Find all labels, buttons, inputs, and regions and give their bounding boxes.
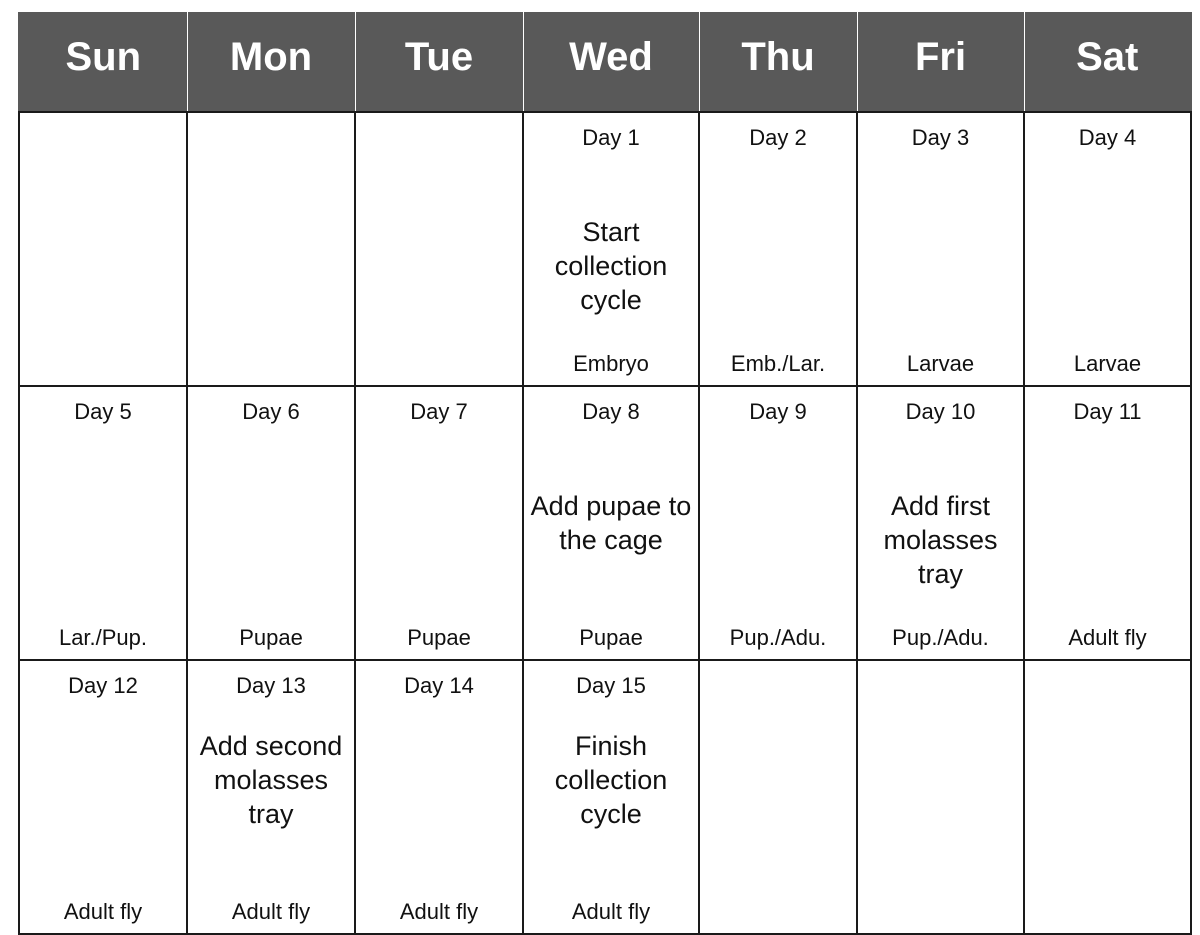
week-row-1: [19, 112, 1191, 386]
life-stage: Larvae: [1073, 351, 1142, 376]
day-cell: [857, 386, 1024, 660]
day-number: Day 3: [911, 125, 970, 150]
day-note: Add second molasses tray: [199, 731, 343, 829]
day-cell: [19, 386, 187, 660]
day-cell: [699, 660, 857, 934]
weekday-header-sat: Sat: [1024, 12, 1191, 112]
day-number: Day 9: [749, 399, 807, 424]
day-number: Day 5: [74, 399, 132, 424]
day-number: Day 2: [749, 125, 807, 150]
life-stage: Lar./Pup.: [58, 625, 148, 650]
life-stage: Adult fly: [571, 899, 651, 924]
weekday-header-fri: Fri: [857, 12, 1024, 112]
day-cell: [523, 112, 699, 386]
day-cell: [187, 112, 355, 386]
weekday-header-row: [19, 12, 1191, 112]
day-cell: [355, 112, 523, 386]
day-cell: [355, 660, 523, 934]
day-note: Finish collection cycle: [554, 731, 668, 829]
life-stage: Emb./Lar.: [730, 351, 826, 376]
life-stage: Pupae: [579, 625, 643, 650]
day-cell: [523, 660, 699, 934]
day-cell: [1024, 386, 1191, 660]
life-stage: Pupae: [239, 625, 303, 650]
life-stage: Pup./Adu.: [729, 625, 827, 650]
day-note: Start collection cycle: [554, 217, 668, 315]
day-cell: [523, 386, 699, 660]
day-number: Day 15: [576, 673, 646, 698]
weekday-header-mon: Mon: [187, 12, 355, 112]
week-row-3: [19, 660, 1191, 934]
life-stage: Adult fly: [399, 899, 479, 924]
day-number: Day 10: [905, 399, 976, 424]
life-stage: Larvae: [906, 351, 975, 376]
day-cell: [699, 386, 857, 660]
day-number: Day 12: [68, 673, 138, 698]
day-cell: [699, 112, 857, 386]
day-cell: [19, 112, 187, 386]
life-stage: Pup./Adu.: [892, 625, 989, 650]
day-cell: [355, 386, 523, 660]
calendar-grid: [18, 12, 1192, 935]
life-stage: Adult fly: [231, 899, 311, 924]
day-note: Add pupae to the cage: [530, 491, 692, 555]
weekday-header-wed: Wed: [523, 12, 699, 112]
day-cell: [857, 660, 1024, 934]
day-number: Day 14: [404, 673, 474, 698]
day-number: Day 7: [410, 399, 468, 424]
life-stage: Adult fly: [63, 899, 143, 924]
day-number: Day 4: [1078, 125, 1137, 150]
life-stage: Embryo: [573, 351, 649, 376]
day-number: Day 13: [236, 673, 306, 698]
weekday-header-tue: Tue: [355, 12, 523, 112]
day-cell: [19, 660, 187, 934]
weekday-header-sun: Sun: [19, 12, 187, 112]
weekday-header-thu: Thu: [699, 12, 857, 112]
day-number: Day 6: [242, 399, 300, 424]
day-cell: [187, 386, 355, 660]
life-stage: Adult fly: [1068, 625, 1147, 650]
day-number: Day 1: [582, 125, 640, 150]
day-note: Add first molasses tray: [883, 491, 998, 589]
day-cell: [857, 112, 1024, 386]
week-row-2: [19, 386, 1191, 660]
day-number: Day 11: [1073, 399, 1142, 424]
day-cell: [1024, 112, 1191, 386]
day-cell: [1024, 660, 1191, 934]
life-stage: Pupae: [407, 625, 471, 650]
day-number: Day 8: [582, 399, 640, 424]
day-cell: [187, 660, 355, 934]
